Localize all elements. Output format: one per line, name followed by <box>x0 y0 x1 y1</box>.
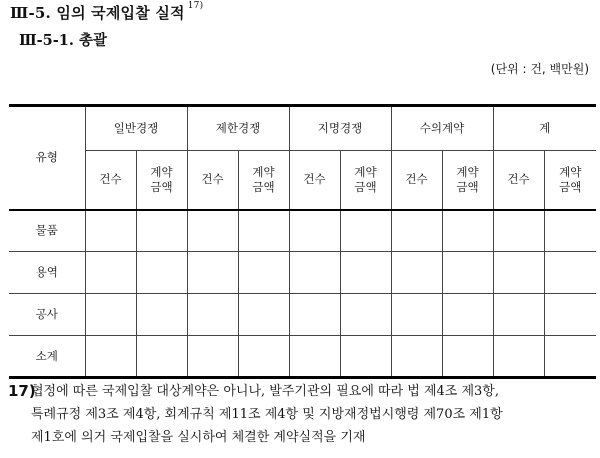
subcol-amount: 계약 금액 <box>136 151 187 210</box>
subcol-count: 건수 <box>187 151 238 210</box>
row-label: 물품 <box>9 210 85 252</box>
col-group-restricted: 제한경쟁 <box>187 106 289 151</box>
subcol-amount: 계약 금액 <box>238 151 289 210</box>
section-title <box>10 2 203 23</box>
row-label: 공사 <box>9 294 85 336</box>
table-row <box>9 210 596 252</box>
col-group-general: 일반경쟁 <box>85 106 187 151</box>
row-label: 용역 <box>9 252 85 294</box>
section-title-text: Ⅲ-5. 임의 국제입찰 실적 <box>10 4 185 22</box>
footnote-ref: 17) <box>187 1 204 11</box>
subcol-amount: 계약 금액 <box>340 151 391 210</box>
header-row-groups <box>9 106 596 151</box>
row-label: 소계 <box>9 336 85 378</box>
footnote <box>8 380 598 449</box>
col-group-private: 수의계약 <box>391 106 493 151</box>
subcol-count: 건수 <box>85 151 136 210</box>
col-group-total: 계 <box>493 106 596 151</box>
bid-summary-table <box>9 104 596 379</box>
table-row <box>9 294 596 336</box>
footnote-number: 17) <box>8 382 36 400</box>
subcol-amount: 계약 금액 <box>544 151 596 210</box>
subsection-title: Ⅲ-5-1. 총괄 <box>19 32 107 49</box>
subcol-amount: 계약 금액 <box>442 151 493 210</box>
footnote-line: 특례규정 제3조 제4항, 회계규칙 제11조 제4항 및 지방재정법시행령 제70조 제1항 <box>31 407 503 422</box>
table-row <box>9 252 596 294</box>
footnote-body <box>31 380 598 449</box>
table-row <box>9 336 596 378</box>
subcol-count: 건수 <box>289 151 340 210</box>
col-group-designated: 지명경쟁 <box>289 106 391 151</box>
footnote-line: 제1호에 의거 국제입찰을 실시하여 체결한 계약실적을 기재 <box>31 430 366 445</box>
unit-note: (단위 : 건, 백만원) <box>490 62 589 76</box>
subcol-count: 건수 <box>493 151 544 210</box>
header-row-subcolumns <box>9 151 596 210</box>
footnote-line: 협정에 따른 국제입찰 대상계약은 아니나, 발주기관의 필요에 따라 법 제4조 제3항, <box>31 384 499 399</box>
row-header-type: 유형 <box>9 106 85 210</box>
subcol-count: 건수 <box>391 151 442 210</box>
